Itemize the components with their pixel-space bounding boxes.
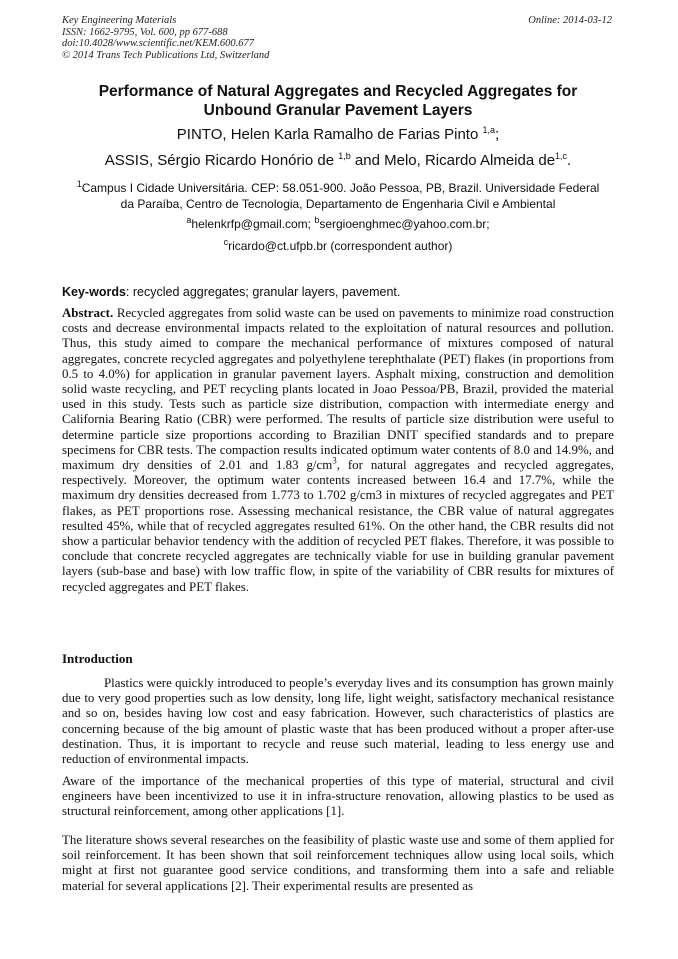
abstract-sup: 3 bbox=[332, 455, 337, 466]
abstract bbox=[62, 306, 614, 595]
abstract-text-b: , for natural aggregates and recycled aggregates, respectively. Moreover, the optimum water contents increased between 16.4 and 17.7%, while the maximum dry densities decreased from 1.773 to 1.702 g/cm3 in mixtures of recycled aggregates and PET flakes, as PET proportions rose. Assessing mechanical resistance, the CBR value of natural aggregates resulted 45%, while that of recycled aggregates resulted 61%. On the other hand, the CBR results did not show a particular behavior tendency with the addition of recycled PET flakes. Therefore, it was possible to conclude that concrete recycled aggregates are technically viable for use in building granular pavement layers (sub-base and base) with low traffic flow, in spite of the variability of CBR results for mixtures of recycled aggregates and PET flakes. bbox=[62, 458, 614, 594]
doi-line: doi:10.4028/www.scientific.net/KEM.600.677 bbox=[62, 38, 254, 49]
affiliation-sup: 1 bbox=[76, 179, 82, 189]
author-1-sup: 1,a bbox=[482, 125, 496, 135]
author-3-tail: . bbox=[567, 152, 572, 169]
online-date: Online: 2014-03-12 bbox=[528, 15, 612, 26]
email-a-sup: a bbox=[186, 215, 192, 225]
author-2-sup: 1,b bbox=[338, 151, 351, 161]
keywords-label: Key-words bbox=[62, 285, 126, 299]
abstract-label: Abstract. bbox=[62, 306, 114, 320]
keywords-text: : recycled aggregates; granular layers, pavement. bbox=[125, 285, 401, 299]
affiliation-line-1: Campus I Cidade Universitária. CEP: 58.051-900. João Pessoa, PB, Brazil. Universidade Federal bbox=[81, 181, 600, 195]
author-1-tail: ; bbox=[495, 126, 500, 143]
email-a: helenkrfp@gmail.com; bbox=[191, 217, 315, 231]
author-line-2 bbox=[62, 151, 614, 171]
author-1: PINTO, Helen Karla Ramalho de Farias Pinto bbox=[176, 126, 479, 143]
intro-paragraph-3: The literature shows several researches on the feasibility of plastic waste use and some of them applied for soil reinforcement. It has been shown that soil reinforcement techniques allow using local soils, which might at first not guarantee good service conditions, and transforming them into a safe and reliable material for several applications [2]. Their experimental results are presented as bbox=[62, 833, 614, 893]
email-c: ricardo@ct.ufpb.br (correspondent author) bbox=[228, 239, 453, 253]
title-line-1: Performance of Natural Aggregates and Recycled Aggregates for bbox=[98, 83, 578, 100]
author-line-1 bbox=[62, 125, 614, 145]
affiliation bbox=[62, 180, 614, 212]
author-2: ASSIS, Sérgio Ricardo Honório de bbox=[104, 152, 335, 169]
title-line-2: Unbound Granular Pavement Layers bbox=[203, 102, 473, 119]
email-b-sup: b bbox=[314, 215, 320, 225]
email-line-2 bbox=[62, 238, 614, 254]
affiliation-line-2: da Paraíba, Centro de Tecnologia, Departamento de Engenharia Civil e Ambiental bbox=[120, 197, 556, 211]
paper-title bbox=[62, 82, 614, 120]
keywords bbox=[62, 284, 614, 300]
issn-line: ISSN: 1662-9795, Vol. 600, pp 677-688 bbox=[62, 26, 228, 38]
email-b: sergioenghmec@yahoo.com.br; bbox=[319, 217, 490, 231]
copyright-line: © 2014 Trans Tech Publications Ltd, Switzerland bbox=[62, 49, 270, 61]
journal-header bbox=[62, 15, 269, 61]
journal-name: Key Engineering Materials bbox=[62, 15, 177, 26]
intro-paragraph-2: Aware of the importance of the mechanical properties of this type of material, structural and civil engineers have been incentivized to use it in infra-structure renovation, allowing plastics to be used as structural reinforcement, among other applications [1]. bbox=[62, 774, 614, 819]
intro-paragraph-1: Plastics were quickly introduced to people’s everyday lives and its consumption has grown mainly due to very good properties such as low density, long life, light weight, satisfactory mechanical resistance and so on, besides having low cost and easy fabrication. However, such characteristics of plastics are concerning because of the big amount of plastic waste that has been produced without a proper after-use destination. Thus, it is important to recycle and reuse such material, leading to less energy use and reduction of environmental impacts. bbox=[62, 676, 614, 767]
author-3-sup: 1,c bbox=[555, 151, 568, 161]
email-c-sup: c bbox=[223, 237, 229, 247]
author-3: and Melo, Ricardo Almeida de bbox=[350, 152, 556, 169]
abstract-text-a: Recycled aggregates from solid waste can be used on pavements to minimize road construction costs and decrease environmental impacts related to the exploitation of natural resources and pollution. Thus, this study aimed to compare the mechanical performance of mixtures composed of natural aggregates, concrete recycled aggregates and polyethylene terephthalate (PET) flakes (in proportions from 0.5 to 4.0%) for application in granular pavement layers. Asphalt mixing, construction and demolition solid waste recycling, and PET recycling plants located in Joao Pessoa/PB, Brazil, provided the material used in this study. Tests such as particle size distribution, compaction with intermediate energy and California Bearing Ratio (CBR) were performed. The results of particle size distribution were useful to determine particle size proportions according to Brazilian DNIT specified standards and to prepare specimens for CBR tests. The compaction results indicated optimum water contents of 8.0 and 14.9%, and maximum dry densities of 2.01 and 1.83 g/cm bbox=[62, 306, 614, 473]
introduction-heading: Introduction bbox=[62, 651, 133, 666]
email-line-1 bbox=[62, 216, 614, 232]
